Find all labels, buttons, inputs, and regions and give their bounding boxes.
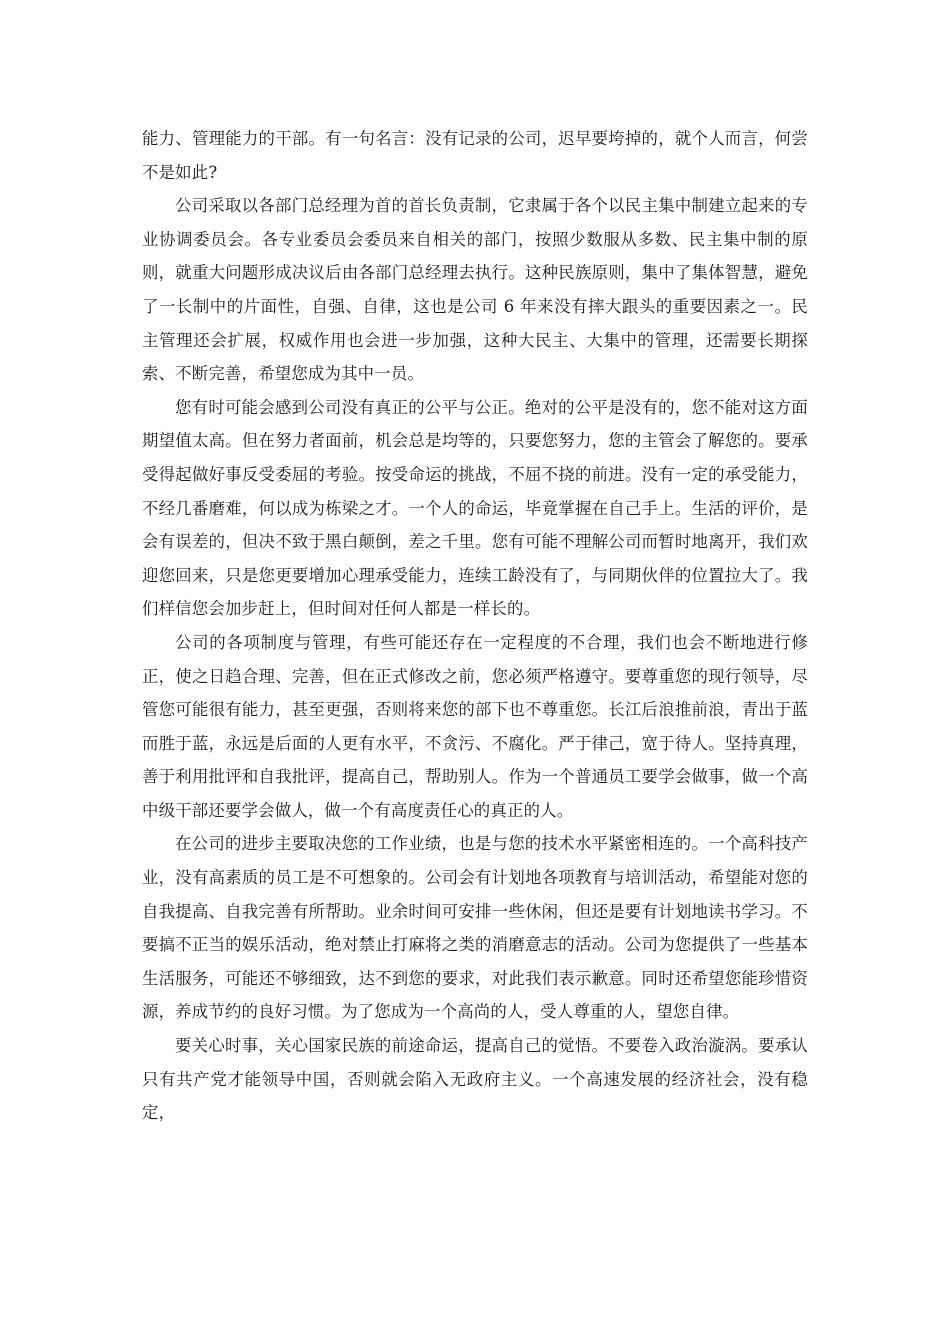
paragraph-3: 您有时可能会感到公司没有真正的公平与公正。绝对的公平是没有的，您不能对这方面期望值太高。但在努力者面前，机会总是均等的，只要您努力，您的主管会了解您的。要承受得起做好事反受委屈的考验。按受命运的挑战，不屈不挠的前进。没有一定的承受能力，不经几番磨难，何以成为栋梁之才。一个人的命运，毕竟掌握在自己手上。生活的评价，是会有误差的，但决不致于黑白颠倒，差之千里。您有可能不理解公司而暂时地离开，我们欢迎您回来，只是您更要增加心理承受能力，连续工龄没有了，与同期伙伴的位置拉大了。我们样信您会加步赶上，但时间对任何人都是一样长的。 — [142, 397, 808, 619]
document-body — [142, 122, 808, 1130]
paragraph-4: 公司的各项制度与管理，有些可能还存在一定程度的不合理，我们也会不断地进行修正，使之日趋合理、完善，但在正式修改之前，您必须严格遵守。要尊重您的现行领导，尽管您可能很有能力，甚至更强，否则将来您的部下也不尊重您。长江后浪推前浪，青出于蓝而胜于蓝，永远是后面的人更有水平，不贪污、不腐化。严于律己，宽于待人。坚持真理，善于利用批评和自我批评，提高自己，帮助别人。作为一个普通员工要学会做事，做一个高中级干部还要学会做人，做一个有高度责任心的真正的人。 — [142, 632, 808, 820]
paragraph-6: 要关心时事，关心国家民族的前途命运，提高自己的觉悟。不要卷入政治漩涡。要承认只有共产党才能领导中国，否则就会陷入无政府主义。一个高速发展的经济社会，没有稳定， — [142, 1036, 808, 1123]
paragraph-5: 在公司的进步主要取决您的工作业绩，也是与您的技术水平紧密相连的。一个高科技产业，没有高素质的员工是不可想象的。公司会有计划地各项教育与培训活动，希望能对您的自我提高、自我完善有所帮助。业余时间可安排一些休闲，但还是要有计划地读书学习。不要搞不正当的娱乐活动，绝对禁止打麻将之类的消磨意志的活动。公司为您提供了一些基本生活服务，可能还不够细致，达不到您的要求，对此我们表示歉意。同时还希望您能珍惜资源，养成节约的良好习惯。为了您成为一个高尚的人，受人尊重的人，望您自律。 — [142, 834, 808, 1022]
paragraph-1: 能力、管理能力的干部。有一句名言：没有记录的公司，迟早要垮掉的，就个人而言，何尝不是如此? — [142, 129, 808, 182]
paragraph-2: 公司采取以各部门总经理为首的首长负责制，它隶属于各个以民主集中制建立起来的专业协调委员会。各专业委员会委员来自相关的部门，按照少数服从多数、民主集中制的原则，就重大问题形成决议后由各部门总经理去执行。这种民族原则，集中了集体智慧，避免了一长制中的片面性，自强、自律，这也是公司 6 年来没有摔大跟头的重要因素之一。民主管理还会扩展，权威作用也会进一步加强，这种大民主、大集中的管理，还需要长期探索、不断完善，希望您成为其中一员。 — [142, 196, 808, 384]
